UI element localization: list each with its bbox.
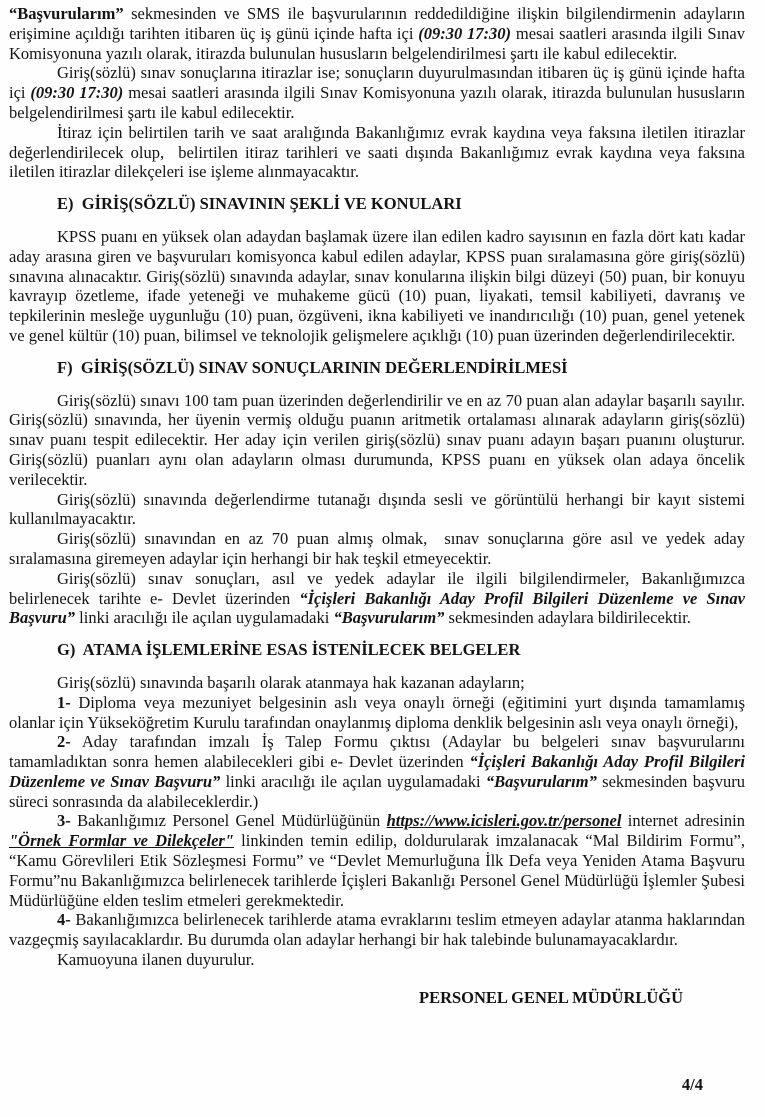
paragraph bbox=[9, 950, 745, 970]
section-heading bbox=[57, 194, 745, 214]
text-run: Bakanlığımızca belirlenecek tarihlerde atama evraklarını teslim etmeyen adaylar atanma haklarından vazgeçmiş sayılacaklardır. Bu durumda olan adaylar herhangi bir hak talebinde bulunamayacaklardır. bbox=[9, 910, 745, 950]
text-run: G) ATAMA İŞLEMLERİNE ESAS İSTENİLECEK BELGELER bbox=[57, 640, 521, 660]
text-run: internet adresinin bbox=[621, 811, 745, 831]
document-body bbox=[9, 4, 745, 970]
text-run: (09:30 17:30) bbox=[418, 23, 512, 43]
text-run: linki aracılığı ile açılan uygulamadaki bbox=[75, 608, 334, 628]
text-run: “Başvurularım” bbox=[333, 608, 445, 628]
text-run: F) GİRİŞ(SÖZLÜ) SINAV SONUÇLARININ DEĞERLENDİRİLMESİ bbox=[57, 357, 568, 377]
text-run: Diploma veya mezuniyet belgesinin aslı veya onaylı örneği (eğitimini yurt dışında tamamlamış olanlar için Yükseköğretim Kurulu tarafından onaylanmış diploma denklik belgesinin aslı veya onaylı örneği), bbox=[9, 692, 745, 732]
section-heading bbox=[57, 640, 745, 660]
page-number: 4/4 bbox=[681, 1075, 703, 1095]
text-run: Giriş(sözlü) sınavı 100 tam puan üzerinden değerlendirilir ve en az 70 puan alan adaylar başarılı sayılır. Giriş(sözlü) sınavında, her üyenin vermiş olduğu puanın aritmetik ortalaması alınarak adayların giriş(sözlü) sınav puanı tespit edilecektir. Her aday için verilen giriş(sözlü) sınav puanı adayın başarı puanını oluşturur. Giriş(sözlü) puanları aynı olan adayların olması durumunda, KPSS puanı en yüksek olan adaya öncelik verilecektir. bbox=[9, 390, 745, 489]
text-run: E) GİRİŞ(SÖZLÜ) SINAVININ ŞEKLİ VE KONULARI bbox=[57, 194, 462, 214]
signature-line: PERSONEL GENEL MÜDÜRLÜĞÜ bbox=[419, 987, 684, 1007]
paragraph bbox=[9, 529, 745, 569]
text-run: Aday tarafından imzalı İş Talep Formu çıktısı (Adaylar bu belgeleri sınav başvurularını tamamladıktan sonra hemen alabilecekleri gibi e- Devlet üzerinden bbox=[9, 732, 745, 772]
text-run: linkinden temin edilip, doldurularak imzalanacak “Mal Bildirim Formu”, “Kamu Görevlileri Etik Sözleşmesi Formu” ve “Devlet Memurluğuna İlk Defa veya Yeniden Atama Başvuru Formu”nu Bakanlığımızca belirlenecek tarihlerde İçişleri Bakanlığı Personel Genel Müdürlüğü İşlemler Şubesi Müdürlüğüne elden teslim etmeleri gerekmektedir. bbox=[9, 831, 745, 910]
text-run: “Başvurularım” bbox=[9, 4, 124, 23]
section-heading bbox=[57, 358, 745, 378]
text-run: KPSS puanı en yüksek olan adaydan başlamak üzere ilan edilen kadro sayısının en fazla dört katı kadar aday arasına giren ve başvuruları komisyonca kabul edilen adaylar, KPSS puan sıralamasına göre giriş(sözlü) sınavına alınacaktır. Giriş(sözlü) sınavında adaylar, sınav konularına ilişkin bilgi düzeyi (50) puan, bir konuyu kavrayıp özetleme, ifade yeteneği ve muhakeme gücü (10) puan, liyakati, temsil kabiliyeti, davranış ve tepkilerinin mesleğe uygunluğu (10) puan, özgüveni, ikna kabiliyeti ve inandırıcılığı (10) puan, genel yetenek ve genel kültür (10) puan, bilimsel ve teknolojik gelişmelere açıklığı (10) puan üzerinden değerlendirilecektir. bbox=[9, 226, 745, 345]
text-run: İtiraz için belirtilen tarih ve saat aralığında Bakanlığımız evrak kaydına veya faksına iletilen itirazlar değerlendirilecek olup, belirtilen itiraz tarihleri ve saati dışında Bakanlığımız evrak kaydına veya faksına iletilen itirazlar dilekçeleri ise işleme alınmayacaktır. bbox=[9, 122, 745, 182]
text-run: sekmesinden ve SMS ile başvurularının reddedildiğine ilişkin bilgilendirmenin adayların erişimine açıldığı tarihten itibaren üç iş günü içinde hafta içi bbox=[9, 4, 745, 43]
text-run: 4- bbox=[57, 910, 71, 930]
text-run: sekmesinden başvuru süreci sonrasında da alabileceklerdir.) bbox=[9, 771, 745, 811]
text-run: Giriş(sözlü) sınavından en az 70 puan almış olmak, sınav sonuçlarına göre asıl ve yedek aday sıralamasına giremeyen adaylar için herhangi bir hak teşkil etmeyecektir. bbox=[9, 529, 745, 568]
paragraph bbox=[9, 63, 745, 122]
paragraph bbox=[9, 123, 745, 182]
text-run: Giriş(sözlü) sınavında başarılı olarak atanmaya hak kazanan adayların; bbox=[57, 672, 525, 692]
text-run: “İçişleri Bakanlığı Aday Profil Bilgileri Düzenleme ve Sınav Başvuru” bbox=[9, 752, 745, 791]
text-run: mesai saatleri arasında ilgili Sınav Komisyonuna yazılı olarak, itirazda bulunulan hususların belgelendirilmesi şartı ile kabul edilecektir. bbox=[9, 83, 745, 122]
text-run: Kamuoyuna ilanen duyurulur. bbox=[57, 950, 255, 970]
paragraph bbox=[9, 4, 745, 63]
text-run: (09:30 17:30) bbox=[30, 83, 124, 103]
text-run: “İçişleri Bakanlığı Aday Profil Bilgileri Düzenleme ve Sınav Başvuru” bbox=[9, 588, 745, 628]
paragraph bbox=[9, 673, 745, 693]
link-personel-url[interactable]: https://www.icisleri.gov.tr/personel bbox=[386, 811, 622, 831]
text-run: sekmesinden adaylara bildirilecektir. bbox=[444, 608, 691, 628]
text-run: Giriş(sözlü) sınav sonuçları, asıl ve yedek adaylar ile ilgili bilgilendirmeler, Bakanlığımızca belirlenecek tarihte e- Devlet üzerinden bbox=[9, 568, 745, 608]
text-run: 1- bbox=[57, 692, 71, 712]
paragraph bbox=[9, 391, 745, 490]
paragraph bbox=[9, 490, 745, 530]
text-run: Bakanlığımız Personel Genel Müdürlüğünün bbox=[70, 811, 387, 831]
text-run: 2- bbox=[57, 732, 71, 752]
text-run: mesai saatleri arasında ilgili Sınav Komisyonuna yazılı olarak, itirazda bulunulan hususların belgelendirilmesi şartı ile kabul edilecektir. bbox=[9, 23, 745, 63]
text-run: Giriş(sözlü) sınav sonuçlarına itirazlar ise; sonuçların duyurulmasından itibaren üç iş günü içinde hafta içi bbox=[9, 63, 745, 103]
text-run: “Başvurularım” bbox=[485, 771, 597, 791]
paragraph bbox=[9, 910, 745, 950]
text-run: Giriş(sözlü) sınavında değerlendirme tutanağı dışında sesli ve görüntülü herhangi bir kayıt sistemi kullanılmayacaktır. bbox=[9, 489, 745, 529]
text-run: 3- bbox=[57, 811, 71, 831]
paragraph bbox=[9, 732, 745, 811]
text-run: linki aracılığı ile açılan uygulamadaki bbox=[220, 771, 486, 791]
paragraph bbox=[9, 693, 745, 733]
paragraph bbox=[9, 569, 745, 628]
link-ornek-formlar[interactable]: "Örnek Formlar ve Dilekçeler" bbox=[9, 831, 234, 851]
paragraph bbox=[9, 227, 745, 346]
paragraph bbox=[9, 811, 745, 910]
